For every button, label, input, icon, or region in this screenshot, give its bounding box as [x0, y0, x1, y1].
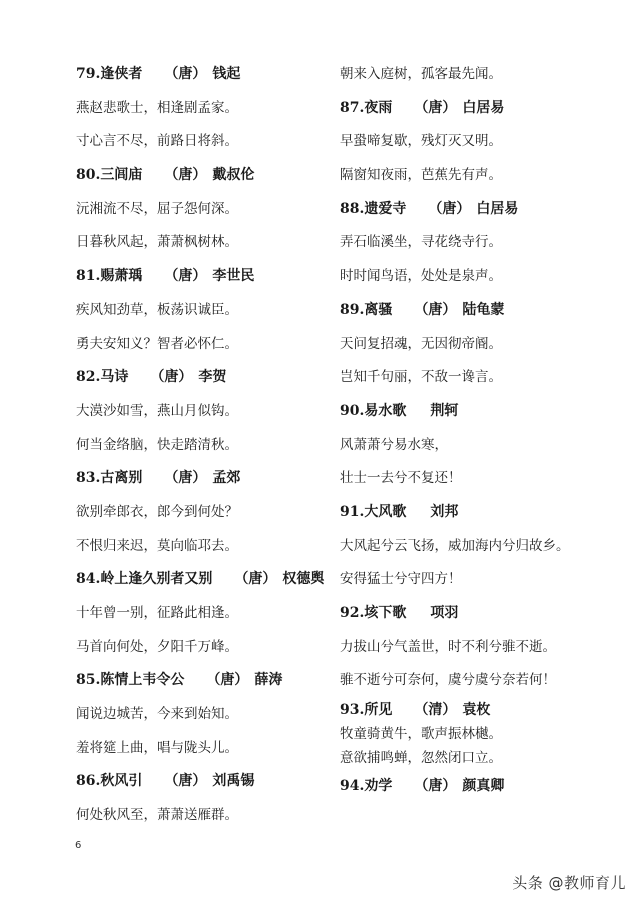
poem-author: 袁枚: [462, 702, 491, 719]
poem-number-name: 88.遗爱寺: [340, 200, 407, 217]
poem-dynasty: （唐）: [414, 778, 457, 795]
poem-line: 马首向何处，夕阳千万峰。: [76, 638, 238, 655]
poem-line: 早蛩啼复歇，残灯灭又明。: [340, 133, 502, 150]
poem-dynasty: （唐）: [206, 672, 249, 689]
poem-number-name: 89.离骚: [340, 301, 393, 318]
poem-title: [340, 395, 630, 429]
poem-title: [76, 664, 326, 698]
poem-title: [76, 361, 326, 395]
poem-number-name: 79.逢侠者: [76, 66, 143, 82]
poem-title: [76, 563, 326, 597]
poem-line: 大漠沙如雪，燕山月似钩。: [76, 402, 238, 419]
poem-author: 荆轲: [430, 402, 459, 419]
poem-author: 李贺: [198, 369, 227, 386]
watermark: 头条 @教师育儿: [512, 874, 626, 892]
poem-dynasty: （唐）: [234, 571, 277, 588]
poem-line: 闻说边城苦，今来到始知。: [76, 706, 238, 723]
poem-dynasty: （唐）: [428, 200, 471, 217]
poem-number-name: 87.夜雨: [340, 99, 393, 116]
poem-author: 颜真卿: [462, 778, 505, 795]
poem-title: [340, 698, 630, 722]
poem-line: 寸心言不尽，前路日将斜。: [76, 133, 238, 150]
poem-line: 大风起兮云飞扬，威加海内兮归故乡。: [340, 537, 570, 554]
poem-title: [76, 765, 326, 799]
poem-title: [76, 58, 326, 92]
poem-line: 骓不逝兮可奈何，虞兮虞兮奈若何！: [340, 672, 556, 689]
poem-author: 白居易: [476, 200, 519, 217]
poem-dynasty: （唐）: [164, 470, 207, 487]
poem-number-name: 82.马诗: [76, 369, 129, 386]
poem-line: 十年曾一别，征路此相逢。: [76, 605, 238, 621]
poem-author: 陆龟蒙: [462, 301, 505, 318]
poem-line: 不恨归来迟，莫向临邛去。: [76, 537, 238, 554]
poem-line: 风萧萧兮易水寒，: [340, 436, 448, 453]
poem-author: 薛涛: [254, 672, 283, 689]
poem-dynasty: （唐）: [414, 99, 457, 116]
page-number: 6: [75, 840, 82, 851]
right-column: [340, 58, 630, 804]
poem-number-name: 80.三闾庙: [76, 167, 143, 184]
poem-author: 戴叔伦: [212, 167, 255, 184]
poem-number-name: 92.垓下歌: [340, 605, 407, 621]
poem-line: 日暮秋风起，萧萧枫树林。: [76, 234, 238, 251]
poem-dynasty: （清）: [414, 702, 457, 719]
poem-author: 刘禹锡: [212, 773, 255, 790]
poem-line: 疾风知劲草，板荡识诚臣。: [76, 301, 238, 318]
poem-author: 刘邦: [430, 503, 459, 520]
poem-line: 时时闻鸟语，处处是泉声。: [340, 268, 502, 285]
poem-line: 力拔山兮气盖世，时不利兮骓不逝。: [340, 638, 556, 655]
poem-title: [340, 193, 630, 227]
poem-title: [340, 92, 630, 126]
poem-line: 何处秋风至，萧萧送雁群。: [76, 807, 238, 824]
poem-dynasty: （唐）: [150, 369, 193, 386]
poem-line: 燕赵悲歌士，相逢剧孟家。: [76, 99, 238, 116]
poem-line: 安得猛士兮守四方！: [340, 571, 462, 588]
poem-title: [340, 597, 630, 631]
poem-author: 钱起: [212, 66, 241, 82]
poem-number-name: 91.大风歌: [340, 503, 407, 520]
poem-dynasty: （唐）: [164, 773, 207, 790]
poem-number-name: 90.易水歌: [340, 402, 407, 419]
poem-dynasty: （唐）: [164, 268, 207, 285]
poem-number-name: 84.岭上逢久别者又别: [76, 571, 213, 588]
poem-author: 孟郊: [212, 470, 241, 487]
poem-line: 岂知千句丽，不敌一谗言。: [340, 369, 502, 386]
poem-number-name: 93.所见: [340, 702, 393, 719]
poem-number-name: 81.赐萧瑀: [76, 268, 143, 285]
poem-author: 李世民: [212, 268, 255, 285]
poem-number-name: 85.陈情上韦令公: [76, 672, 185, 689]
poem-line: 沅湘流不尽，屈子怨何深。: [76, 200, 238, 217]
left-column: [76, 58, 326, 833]
poem-author: 白居易: [462, 99, 505, 116]
poem-line: 羞将筵上曲，唱与陇头儿。: [76, 739, 238, 756]
poem-dynasty: （唐）: [164, 167, 207, 184]
poem-dynasty: （唐）: [414, 301, 457, 318]
poem-line: 何当金络脑，快走踏清秋。: [76, 436, 238, 453]
poem-number-name: 86.秋风引: [76, 773, 143, 790]
poem-line: 弄石临溪坐，寻花绕寺行。: [340, 234, 502, 251]
poem-dynasty: （唐）: [164, 66, 207, 82]
poem-title: [340, 770, 630, 804]
poem-number-name: 83.古离别: [76, 470, 143, 487]
poem-line: 勇夫安知义？智者必怀仁。: [76, 335, 238, 352]
poem-line: 隔窗知夜雨，芭蕉先有声。: [340, 167, 502, 184]
poem-title: [340, 294, 630, 328]
poem-title: [76, 462, 326, 496]
poem-line: 天问复招魂，无因彻帝阍。: [340, 335, 502, 352]
poem-line: 牧童骑黄牛，歌声振林樾。: [340, 726, 502, 743]
poem-line: 意欲捕鸣蝉，忽然闭口立。: [340, 750, 502, 767]
poem-number-name: 94.劝学: [340, 778, 393, 795]
poem-line: 壮士一去兮不复还！: [340, 470, 462, 487]
poem-title: [340, 496, 630, 530]
poem-line: 欲别牵郎衣，郎今到何处？: [76, 503, 238, 520]
poem-author: 权德舆: [282, 571, 325, 588]
poem-title: [76, 159, 326, 193]
poem-line: 朝来入庭树，孤客最先闻。: [340, 66, 502, 82]
poem-title: [76, 260, 326, 294]
poem-author: 项羽: [430, 605, 459, 621]
